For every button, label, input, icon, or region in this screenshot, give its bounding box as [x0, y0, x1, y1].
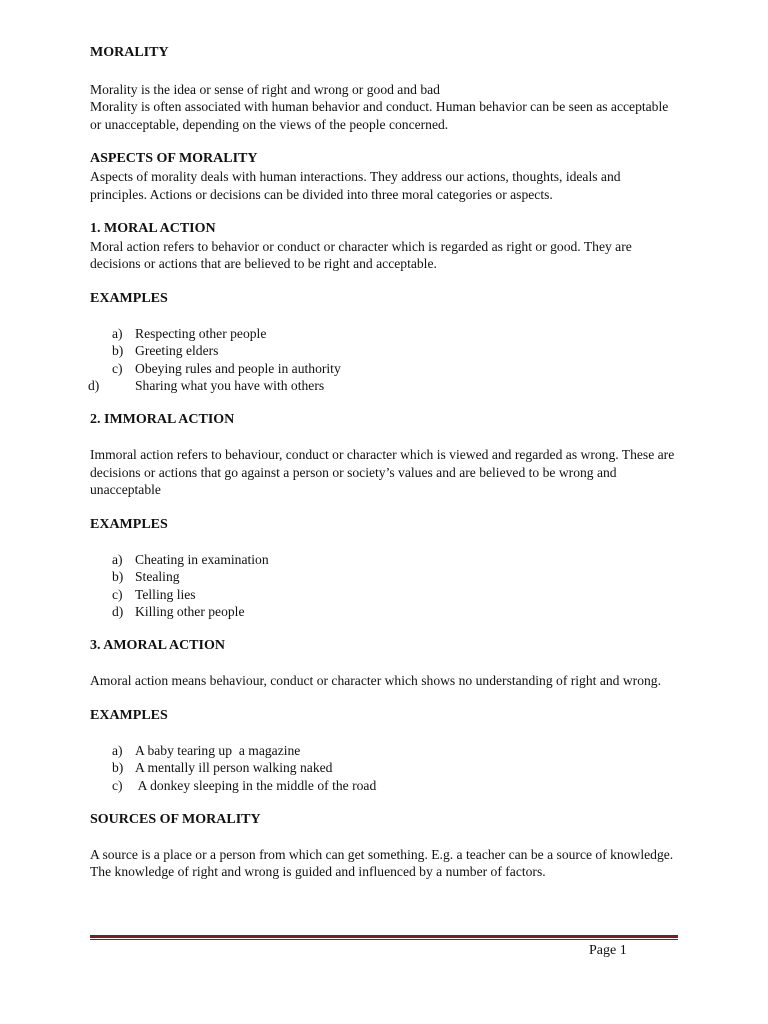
sources-heading: SOURCES OF MORALITY: [90, 811, 261, 827]
amoral-action-heading: 3. AMORAL ACTION: [90, 638, 225, 654]
list-item-text: Sharing what you have with others: [135, 378, 325, 394]
list-marker: b): [112, 343, 124, 359]
list-item-text: A donkey sleeping in the middle of the road: [135, 777, 377, 793]
list-item-text: A mentally ill person walking naked: [135, 760, 333, 776]
immoral-examples-heading: EXAMPLES: [90, 516, 168, 532]
list-item: [90, 342, 680, 359]
list-marker: c): [112, 586, 123, 602]
immoral-action-paragraph: Immoral action refers to behaviour, conduct or character which is viewed and regarded as wrong. These are decisions or actions that go against a person or society’s values and are believed to be wrong and unacceptable: [90, 447, 675, 498]
list-item-text: Cheating in examination: [135, 551, 269, 567]
list-item: [90, 551, 680, 568]
aspects-heading: ASPECTS OF MORALITY: [90, 151, 258, 167]
list-item-text: Respecting other people: [135, 325, 267, 341]
list-item: [90, 759, 680, 776]
list-item-text: Stealing: [135, 569, 180, 585]
intro-paragraph: Morality is often associated with human behavior and conduct. Human behavior can be seen as acceptable or unacceptable, depending on the views of the people concerned.: [90, 99, 669, 132]
footer-rule: [90, 935, 678, 938]
intro-line-1: Morality is the idea or sense of right and wrong or good and bad: [90, 82, 440, 97]
moral-examples-list: [90, 325, 680, 395]
moral-action-heading: 1. MORAL ACTION: [90, 221, 216, 237]
list-marker: c): [112, 777, 123, 793]
immoral-action-heading: 2. IMMORAL ACTION: [90, 412, 235, 428]
list-item: [90, 586, 680, 603]
list-item: [90, 360, 680, 377]
list-item: [90, 325, 680, 342]
list-marker: c): [112, 360, 123, 376]
list-marker: a): [112, 551, 123, 567]
list-marker: b): [112, 760, 124, 776]
list-marker: a): [112, 742, 123, 758]
moral-action-paragraph: Moral action refers to behavior or conduct or character which is regarded as right or good. They are decisions or actions that are believed to be right and acceptable.: [90, 239, 632, 272]
amoral-examples-heading: EXAMPLES: [90, 707, 168, 723]
amoral-examples-list: [90, 742, 680, 794]
list-item-text: Obeying rules and people in authority: [135, 360, 341, 376]
footer-rule-thin: [90, 939, 678, 940]
list-marker: b): [112, 569, 124, 585]
list-marker: d): [88, 378, 100, 394]
aspects-paragraph: Aspects of morality deals with human interactions. They address our actions, thoughts, ideals and principles. Actions or decisions can be divided into three moral categories or aspects.: [90, 169, 621, 202]
list-item-text: A baby tearing up a magazine: [135, 742, 301, 758]
moral-examples-heading: EXAMPLES: [90, 290, 168, 306]
document-body: [90, 44, 680, 881]
page-title: MORALITY: [90, 45, 169, 60]
list-marker: a): [112, 325, 123, 341]
list-item-text: Killing other people: [135, 603, 245, 619]
sources-paragraph: A source is a place or a person from which can get something. E.g. a teacher can be a source of knowledge. The knowledge of right and wrong is guided and influenced by a number of factors.: [90, 846, 674, 880]
list-item-text: Greeting elders: [135, 343, 219, 359]
list-item: [90, 377, 680, 394]
immoral-examples-list: [90, 551, 680, 621]
list-item: [90, 603, 680, 620]
list-item: [90, 568, 680, 585]
page-number: Page 1: [589, 943, 627, 958]
list-item-text: Telling lies: [135, 586, 196, 602]
list-item: [90, 777, 680, 794]
list-item: [90, 742, 680, 759]
list-marker: d): [112, 603, 124, 619]
amoral-action-paragraph: Amoral action means behaviour, conduct or character which shows no understanding of right and wrong.: [90, 673, 661, 689]
